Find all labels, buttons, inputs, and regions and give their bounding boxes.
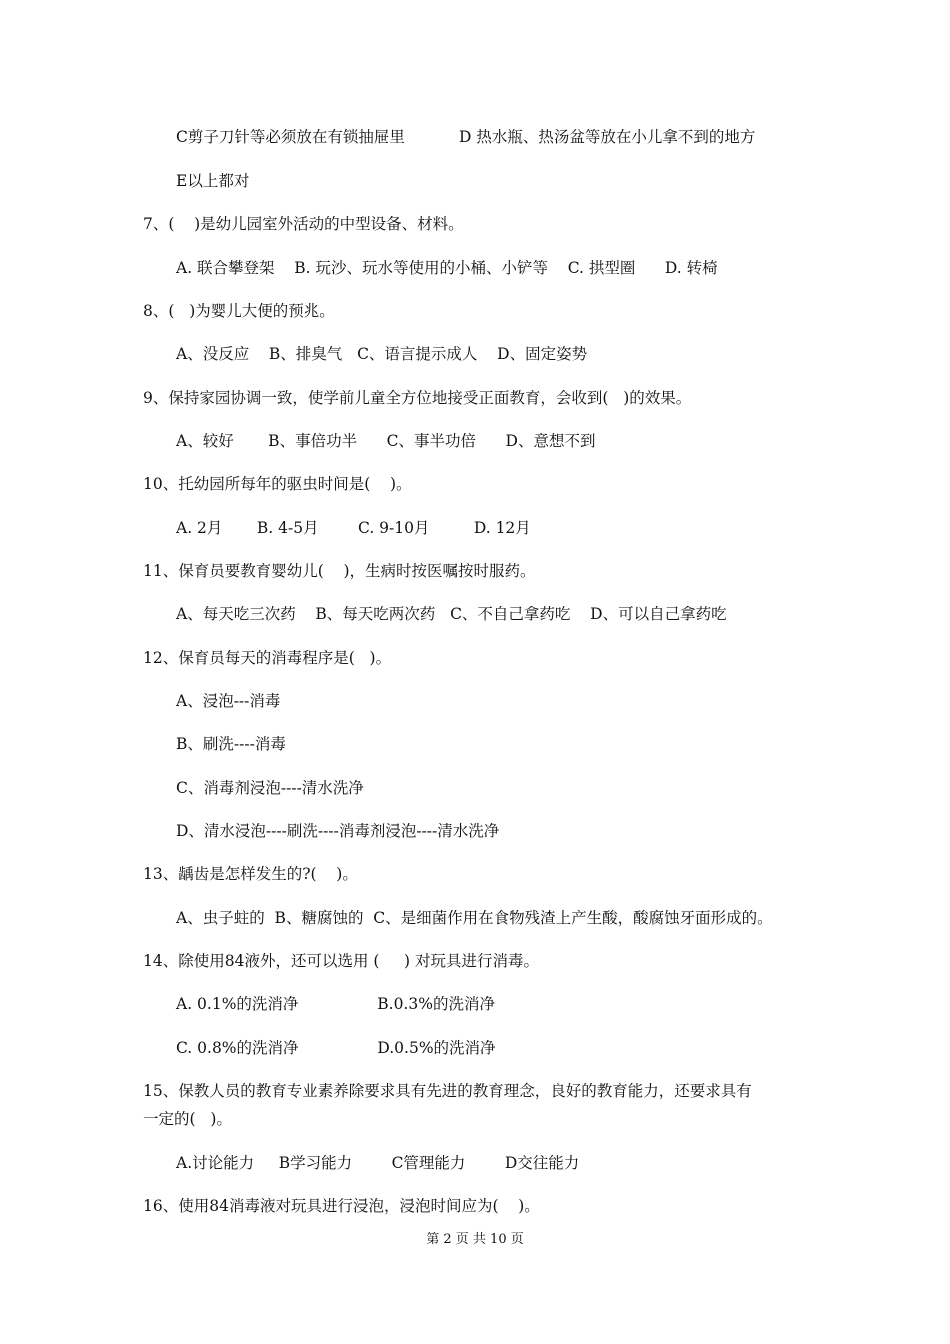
question-line: 7、( )是幼儿园室外活动的中型设备、材料。 xyxy=(143,215,464,233)
option-line: A. 2月 B. 4-5月 C. 9-10月 D. 12月 xyxy=(176,519,531,537)
question-line: 9、保持家园协调一致，使学前儿童全方位地接受正面教育，会收到( )的效果。 xyxy=(143,389,692,407)
option-line: A、较好 B、事倍功半 C、事半功倍 D、意想不到 xyxy=(176,432,596,450)
option-line: C、消毒剂浸泡----清水洗净 xyxy=(176,779,364,797)
option-line: C. 0.8%的洗消净 D.0.5%的洗消净 xyxy=(176,1039,496,1057)
question-line: 13、龋齿是怎样发生的?( )。 xyxy=(143,865,358,883)
question-line: 10、托幼园所每年的驱虫时间是( )。 xyxy=(143,475,412,493)
option-line: C剪子刀针等必须放在有锁抽屉里 D 热水瓶、热汤盆等放在小儿拿不到的地方 xyxy=(176,128,756,146)
question-line: 11、保育员要教育婴幼儿( )，生病时按医嘱按时服药。 xyxy=(143,562,536,580)
question-line: 12、保育员每天的消毒程序是( )。 xyxy=(143,649,392,667)
question-line: 一定的( )。 xyxy=(143,1110,232,1128)
option-line: D、清水浸泡----刷洗----消毒剂浸泡----清水洗净 xyxy=(176,822,500,840)
option-line: A. 0.1%的洗消净 B.0.3%的洗消净 xyxy=(176,995,495,1013)
question-line: 8、( )为婴儿大便的预兆。 xyxy=(143,302,335,320)
question-line: 16、使用84消毒液对玩具进行浸泡，浸泡时间应为( )。 xyxy=(143,1197,540,1215)
option-line: E以上都对 xyxy=(176,172,250,190)
option-line: A. 联合攀登架 B. 玩沙、玩水等使用的小桶、小铲等 C. 拱型圈 D. 转椅 xyxy=(176,259,718,277)
option-line: A、没反应 B、排臭气 C、语言提示成人 D、固定姿势 xyxy=(176,345,588,363)
option-line: A、虫子蛀的 B、糖腐蚀的 C、是细菌作用在食物残渣上产生酸，酸腐蚀牙面形成的。 xyxy=(176,909,773,927)
page-footer: 第 2 页 共 10 页 xyxy=(426,1232,524,1247)
question-line: 15、保教人员的教育专业素养除要求具有先进的教育理念，良好的教育能力，还要求具有 xyxy=(143,1082,752,1100)
question-line: 14、除使用84液外，还可以选用 ( ) 对玩具进行消毒。 xyxy=(143,952,540,970)
option-line: A.讨论能力 B学习能力 C管理能力 D交往能力 xyxy=(176,1154,580,1172)
option-line: A、浸泡---消毒 xyxy=(176,692,281,710)
option-line: A、每天吃三次药 B、每天吃两次药 C、不自己拿药吃 D、可以自己拿药吃 xyxy=(176,605,727,623)
option-line: B、刷洗----消毒 xyxy=(176,735,286,753)
